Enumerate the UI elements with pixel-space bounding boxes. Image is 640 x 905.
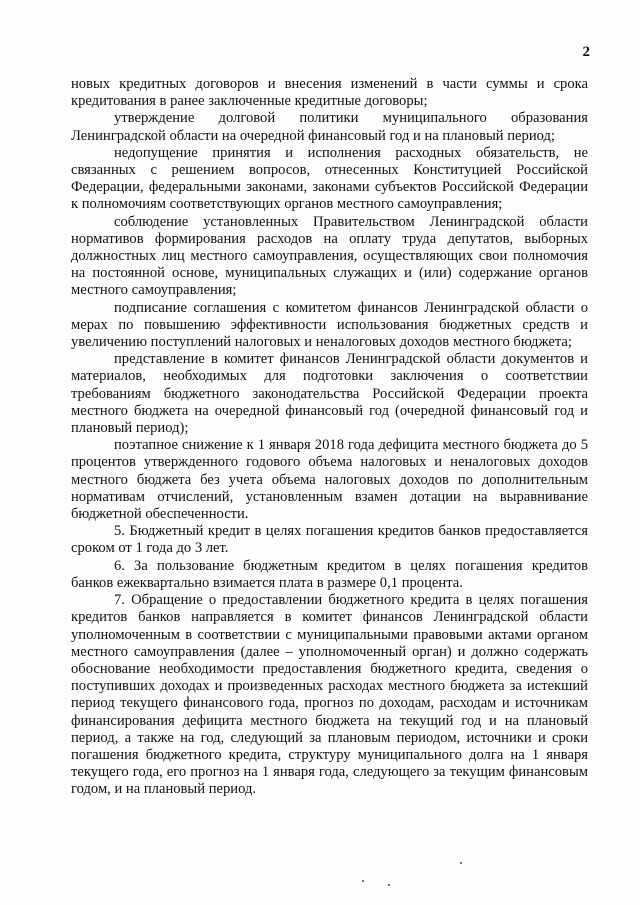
paragraph-documents-submission: представление в комитет финансов Ленинградской области документов и материалов, необходимых для подготовки заключения о соответствии требованиям бюджетного законодательства Российской Федерации проекта местного бюджета на очередной финансовый год (очередной финансовый год и плановый период); bbox=[71, 351, 588, 437]
scan-speck bbox=[362, 880, 364, 882]
document-body bbox=[71, 76, 588, 799]
page-number: 2 bbox=[582, 44, 590, 60]
scan-speck bbox=[388, 884, 390, 886]
scan-speck bbox=[460, 862, 462, 864]
paragraph-continuation: новых кредитных договоров и внесения изменений в части суммы и срока кредитования в ранее заключенные кредитные договоры; bbox=[71, 76, 588, 110]
paragraph-salary-norms: соблюдение установленных Правительством Ленинградской области нормативов формирования расходов на оплату труда депутатов, выборных должностных лиц местного самоуправления, осуществляющих свои полномочия на постоянной основе, муниципальных служащих и (или) содержание органов местного самоуправления; bbox=[71, 213, 588, 299]
paragraph-debt-policy: утверждение долговой политики муниципального образования Ленинградской области на очередной финансовый год и на плановый период; bbox=[71, 110, 588, 144]
paragraph-finance-agreement: подписание соглашения с комитетом финансов Ленинградской области о мерах по повышению эффективности использования бюджетных средств и увеличению поступлений налоговых и неналоговых доходов местного бюджета; bbox=[71, 299, 588, 351]
paragraph-item-6: 6. За пользование бюджетным кредитом в целях погашения кредитов банков ежеквартально взимается плата в размере 0,1 процента. bbox=[71, 557, 588, 591]
paragraph-deficit-reduction: поэтапное снижение к 1 января 2018 года дефицита местного бюджета до 5 процентов утвержденного годового объема налоговых и неналоговых доходов местного бюджета без учета объема налоговых доходов по дополнительным нормативам отчислений, установленным взамен дотации на выравнивание бюджетной обеспеченности. bbox=[71, 437, 588, 523]
paragraph-expenditure-obligations: недопущение принятия и исполнения расходных обязательств, не связанных с решением вопросов, отнесенных Конституцией Российской Федерации, федеральными законами, законами субъектов Российской Федерации к полномочиям соответствующих органов местного самоуправления; bbox=[71, 144, 588, 213]
paragraph-item-7: 7. Обращение о предоставлении бюджетного кредита в целях погашения кредитов банков направляется в комитет финансов Ленинградской области уполномоченным в соответствии с муниципальными правовыми актами органом местного самоуправления (далее – уполномоченный орган) и должно содержать обоснование необходимости предоставления бюджетного кредита, сведения о поступивших доходах и произведенных расходах местного бюджета за истекший период текущего финансового года, прогноз по доходам, расходам и источникам финансирования дефицита местного бюджета на текущий год и на плановый период, а также на год, следующий за плановым периодом, источники и сроки погашения бюджетного кредита, структуру муниципального долга на 1 января текущего года, его прогноз на 1 января года, следующего за текущим финансовым годом, и на плановый период. bbox=[71, 592, 588, 798]
paragraph-item-5: 5. Бюджетный кредит в целях погашения кредитов банков предоставляется сроком от 1 года до 3 лет. bbox=[71, 523, 588, 557]
